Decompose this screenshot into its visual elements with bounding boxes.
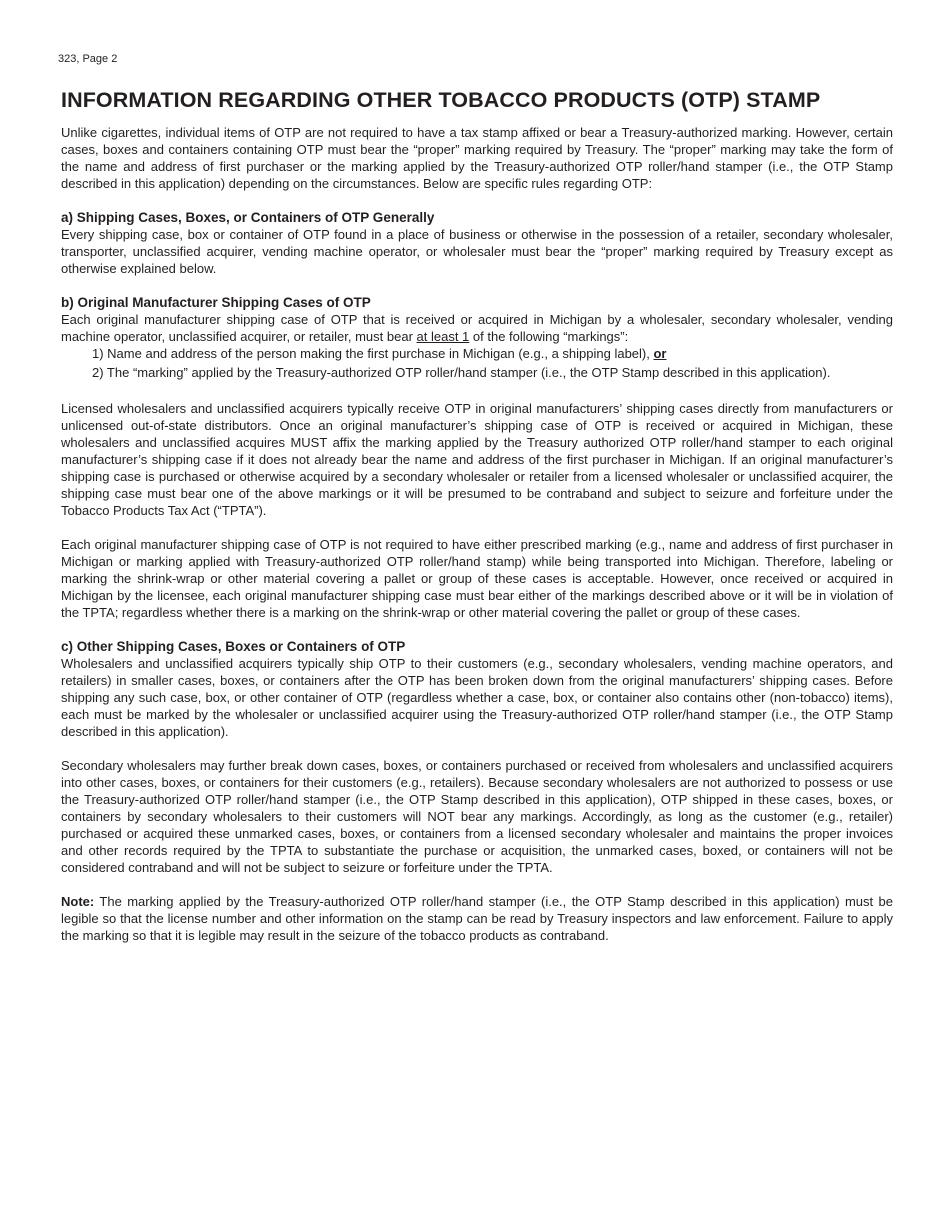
note-text: The marking applied by the Treasury-authorized OTP roller/hand stamper (i.e., the OTP Stamp described in this application) must be legible so that the license number and other information on the stamp can be read by Treasury inspectors and law enforcement. Failure to apply the marking so that it is legible may result in the seizure of the tobacco products as contraband. xyxy=(61,894,893,943)
list-item xyxy=(92,345,893,362)
section-b-intro-after: of the following “markings”: xyxy=(469,329,629,344)
list-item xyxy=(92,364,893,381)
section-b-intro xyxy=(61,311,893,345)
list-item-1-text: 1) Name and address of the person making the first purchase in Michigan (e.g., a shipping label), xyxy=(92,346,654,361)
section-c-paragraph-2: Secondary wholesalers may further break down cases, boxes, or containers purchased or received from wholesalers and unclassified acquirers into other cases, boxes, or containers for their customers (e.g., retailers). Because secondary wholesalers are not authorized to possess or use the Treasury-authorized OTP roller/hand stamper (i.e., the OTP Stamp described in this application), OTP shipped in these cases, boxes, or containers by secondary wholesalers to their customers will NOT bear any markings. Accordingly, as long as the customer (e.g., retailer) purchased or acquired these unmarked cases, boxes, or containers from a licensed secondary wholesaler and maintains the proper invoices and other records required by the TPTA to substantiate the purchase or acquisition, the unmarked cases, boxed, or containers will not be considered contraband and will not be subject to seizure or forfeiture under the TPTA. xyxy=(61,758,893,875)
section-c-text: Wholesalers and unclassified acquirers typically ship OTP to their customers (e.g., secondary wholesalers, vending machine operators, and retailers) in smaller cases, boxes, or containers after the OTP has been broken down from the original manufacturers’ shipping cases. Before shipping any such case, box, or other container of OTP (regardless whether a case, box, or container also contains other (non-tobacco) items), each must be marked by the wholesaler or unclassified acquirer using the Treasury-authorized OTP roller/hand stamper (i.e., the OTP Stamp described in this application). xyxy=(61,656,893,739)
section-b-paragraph-3: Each original manufacturer shipping case of OTP is not required to have either prescribed marking (e.g., name and address of first purchaser in Michigan or marking applied with Treasury-authorized OTP roller/hand stamp) while being transported into Michigan. Therefore, labeling or marking the shrink-wrap or other material covering a pallet or group of these cases is acceptable. However, once received or acquired in Michigan by the licensee, each original manufacturer shipping case must bear either of the markings described above or it will be in violation of the TPTA; regardless whether there is a marking on the shrink-wrap or other material covering the pallet or group of these cases. xyxy=(61,537,893,620)
section-c-heading: c) Other Shipping Cases, Boxes or Containers of OTP xyxy=(61,639,406,654)
section-a-heading: a) Shipping Cases, Boxes, or Containers of OTP Generally xyxy=(61,210,435,225)
list-item-2-text: 2) The “marking” applied by the Treasury-authorized OTP roller/hand stamper (i.e., the OTP Stamp described in this application). xyxy=(92,365,831,380)
section-b-intro-before: Each original manufacturer shipping case of OTP that is received or acquired in Michigan by a wholesaler, secondary wholesaler, vending machine operator, unclassified acquirer, or retailer, must bear xyxy=(61,312,893,344)
document-body xyxy=(61,124,893,944)
note-paragraph xyxy=(61,893,893,944)
note-label: Note: xyxy=(61,894,95,909)
section-b-heading: b) Original Manufacturer Shipping Cases of OTP xyxy=(61,295,371,310)
markings-list xyxy=(61,345,893,381)
page-number: 323, Page 2 xyxy=(58,53,118,65)
page-title: INFORMATION REGARDING OTHER TOBACCO PRODUCTS (OTP) STAMP xyxy=(61,88,821,112)
at-least-one: at least 1 xyxy=(416,329,470,344)
section-a-text: Every shipping case, box or container of OTP found in a place of business or otherwise in the possession of a retailer, secondary wholesaler, transporter, unclassified acquirer, vending machine operator, or wholesaler must bear the “proper” marking required by Treasury except as otherwise explained below. xyxy=(61,227,893,276)
section-b-paragraph-2: Licensed wholesalers and unclassified acquirers typically receive OTP in original manufacturers’ shipping cases directly from manufacturers or unlicensed out-of-state distributors. Once an original manufacturer’s shipping case of OTP is received or acquired in Michigan, these wholesalers and unclassified acquires MUST affix the marking applied by the Treasury authorized OTP roller/hand stamper to each original manufacturer’s shipping case if it does not already bear the name and address of the first purchaser in Michigan. If an original manufacturer’s shipping case is purchased or otherwise acquired by a secondary wholesaler or retailer from a licensed wholesaler or unclassified acquirer, the shipping case must bear one of the above markings or it will be presumed to be contraband and subject to seizure and forfeiture under the Tobacco Products Tax Act (“TPTA”). xyxy=(61,401,893,518)
list-item-1-or: or xyxy=(653,346,667,361)
intro-paragraph: Unlike cigarettes, individual items of OTP are not required to have a tax stamp affixed or bear a Treasury-authorized marking. However, certain cases, boxes and containers containing OTP must bear the “proper” marking required by Treasury. The “proper” marking may take the form of the name and address of first purchaser or the marking applied by the Treasury-authorized OTP roller/hand stamper (i.e., the OTP Stamp described in this application) depending on the circumstances. Below are specific rules regarding OTP: xyxy=(61,125,893,191)
